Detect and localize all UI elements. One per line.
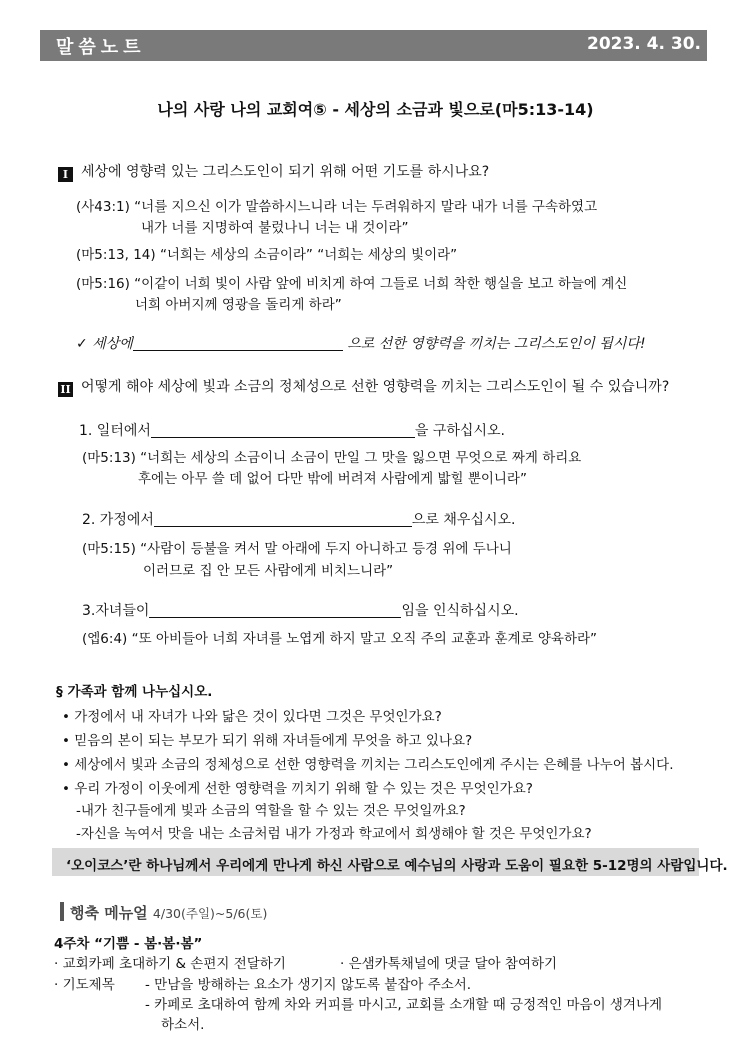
family-sub-item: -자신을 녹여서 맛을 내는 소금처럼 내가 가정과 학교에서 희생해야 할 것은 무엇인가요? (76, 826, 592, 842)
family-bullet: • 우리 가정이 이웃에게 선한 영향력을 끼치기 위해 할 수 있는 것은 무엇인가요? (62, 781, 533, 797)
item2-fill (82, 509, 515, 529)
fill-in-statement-1 (76, 333, 646, 353)
item1-verse-line2: 후에는 아무 쓸 데 없어 다만 밖에 버려져 사람에게 밟힐 뿐이니라” (138, 471, 527, 487)
item3-suffix: 임을 인식하십시오. (401, 603, 519, 619)
menu-week: 4주차 “기쁨 - 봄·봄·봄” (54, 936, 203, 952)
section1-question-text: 세상에 영향력 있는 그리스도인이 되기 위해 어떤 기도를 하시나요? (81, 164, 490, 180)
menu-prayer-3: 하소서. (161, 1017, 205, 1033)
section2-number: II (58, 382, 73, 397)
family-bullet: • 믿음의 본이 되는 부모가 되기 위해 자녀들에게 무엇을 하고 있나요? (62, 733, 473, 749)
section1-number: I (58, 167, 73, 182)
item1-verse-line1: (마5:13) “너희는 세상의 소금이니 소금이 만일 그 맛을 잃으면 무엇으로 짜게 하리요 (82, 450, 582, 466)
section2-question (58, 376, 669, 397)
item2-verse-line1: (마5:15) “사람이 등불을 켜서 말 아래에 두지 아니하고 등경 위에 두나니 (82, 541, 512, 557)
menu-title-bar (60, 902, 64, 921)
menu-row1-right: · 은샘카톡채널에 댓글 달아 참여하기 (340, 956, 558, 972)
family-bullet: • 가정에서 내 자녀가 나와 닮은 것이 있다면 그것은 무엇인가요? (62, 709, 442, 725)
section2-question-text: 어떻게 해야 세상에 빛과 소금의 정체성으로 선한 영향력을 끼치는 그리스도인이 될 수 있습니까? (81, 379, 670, 395)
family-heading: § 가족과 함께 나누십시오. (56, 684, 213, 700)
menu-prayer-2: - 카페로 초대하여 함께 차와 커피를 마시고, 교회를 소개할 때 긍정적인 마음이 생겨나게 (145, 997, 663, 1013)
menu-title (70, 902, 267, 923)
item1-fill (79, 420, 505, 440)
oikos-callout-text: ‘오이코스’란 하나님께서 우리에게 만나게 하신 사람으로 예수님의 사랑과 도움이 필요한 5-12명의 사람입니다. (66, 858, 728, 874)
item2-suffix: 으로 채우십시오. (411, 512, 516, 528)
verse-isaiah-line1: (사43:1) “너를 지으신 이가 말씀하시느니라 너는 두려워하지 말라 내가 너를 구속하였고 (76, 199, 598, 215)
family-sub-item: -내가 친구들에게 빛과 소금의 역할을 할 수 있는 것은 무엇일까요? (76, 803, 466, 819)
verse-matthew-13-14: (마5:13, 14) “너희는 세상의 소금이라” “너희는 세상의 빛이라” (76, 247, 458, 263)
menu-prayer-1: - 만남을 방해하는 요소가 생기지 않도록 붙잡아 주소서. (145, 977, 472, 993)
item1-suffix: 을 구하십시오. (414, 423, 505, 439)
header-title: 말씀노트 (56, 37, 146, 58)
fill-blank-4[interactable] (149, 603, 401, 618)
verse-matthew-16-line2: 너희 아버지께 영광을 돌리게 하라” (135, 297, 342, 313)
menu-date: 4/30(주일)~5/6(토) (152, 906, 268, 921)
menu-prayer-label: · 기도제목 (54, 977, 115, 993)
item2-verse-line2: 이러므로 집 안 모든 사람에게 비치느니라” (143, 563, 394, 579)
fill-blank-2[interactable] (151, 423, 415, 438)
item3-verse: (엡6:4) “또 아비들아 너희 자녀를 노엽게 하지 말고 오직 주의 교훈과 훈계로 양육하라” (82, 631, 598, 647)
sermon-title: 나의 사랑 나의 교회여⑤ - 세상의 소금과 빛으로(마5:13-14) (157, 100, 594, 119)
header-date: 2023. 4. 30. (586, 34, 701, 54)
section1-question (58, 161, 489, 182)
fill-prefix: ✓ 세상에 (76, 336, 133, 352)
item3-fill (82, 600, 519, 620)
item1-prefix: 1. 일터에서 (79, 423, 151, 439)
family-bullet: • 세상에서 빛과 소금의 정체성으로 선한 영향력을 끼치는 그리스도인에게 주시는 은혜를 나누어 봅시다. (62, 757, 674, 773)
fill-blank-3[interactable] (154, 512, 412, 527)
menu-title-text: 행축 메뉴얼 (70, 904, 148, 922)
verse-isaiah-line2: 내가 너를 지명하여 불렀나니 너는 내 것이라” (141, 220, 409, 236)
menu-row1-left: · 교회카페 초대하기 & 손편지 전달하기 (54, 956, 286, 972)
item3-prefix: 3.자녀들이 (82, 603, 150, 619)
verse-matthew-16-line1: (마5:16) “이같이 너희 빛이 사람 앞에 비치게 하여 그들로 너희 착한 행실을 보고 하늘에 계신 (76, 276, 628, 292)
fill-blank-1[interactable] (133, 336, 343, 351)
fill-suffix: 으로 선한 영향력을 끼치는 그리스도인이 됩시다! (347, 336, 646, 352)
item2-prefix: 2. 가정에서 (82, 512, 154, 528)
